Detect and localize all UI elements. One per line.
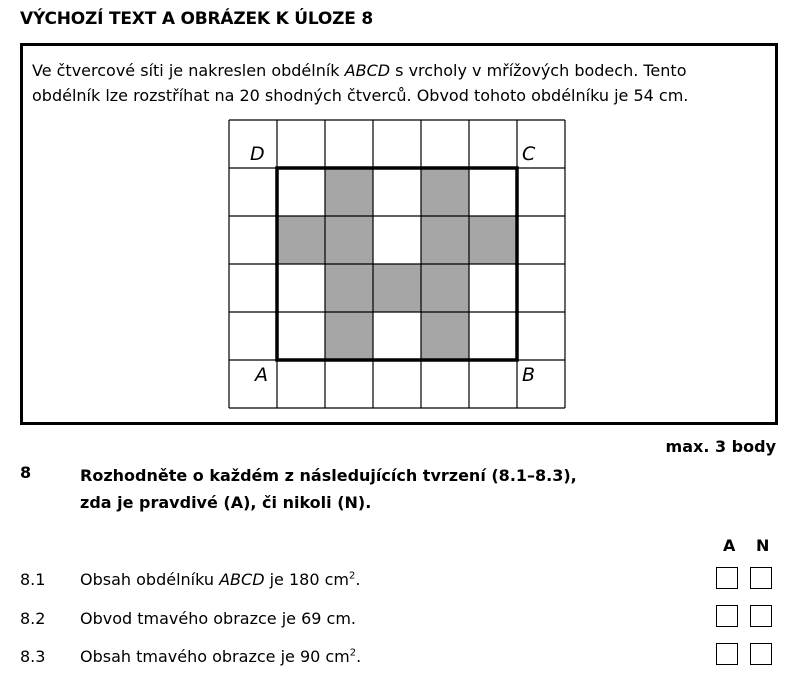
header-yes: A	[723, 536, 736, 555]
statement-text: Obsah obdélníku ABCD je 180 $cm^2$.	[80, 570, 361, 589]
statement-number: 8.3	[20, 647, 46, 666]
answer-yes-checkbox[interactable]	[716, 643, 738, 665]
shaded-cell	[325, 264, 373, 312]
answer-yes-checkbox[interactable]	[716, 605, 738, 627]
question-text	[80, 462, 640, 516]
shaded-cell	[325, 312, 373, 360]
rect-name: ABCD	[344, 61, 391, 80]
question-line-2: zda je pravdivé (A), či nikoli (N).	[80, 493, 372, 512]
statement-text: Obvod tmavého obrazce je 69 cm.	[80, 609, 356, 628]
answer-no-checkbox[interactable]	[750, 605, 772, 627]
section-title: VÝCHOZÍ TEXT A OBRÁZEK K ÚLOZE 8	[20, 9, 374, 29]
shaded-cell	[421, 312, 469, 360]
statement-number: 8.2	[20, 609, 46, 628]
answer-no-checkbox[interactable]	[750, 567, 772, 589]
intro-line-1: Ve čtvercové síti je nakreslen obdélník ABCD s vrcholy v mřížových bodech. Tento	[32, 61, 687, 80]
vertex-label-d: D	[250, 143, 265, 165]
shaded-cell	[469, 216, 517, 264]
vertex-label-c: C	[522, 143, 536, 165]
answer-yes-checkbox[interactable]	[716, 567, 738, 589]
statement-text: Obsah tmavého obrazce je 90 $cm^2$.	[80, 647, 362, 666]
vertex-label-a: A	[255, 364, 268, 386]
shaded-cell	[325, 216, 373, 264]
question-number: 8	[20, 463, 32, 482]
statement-number: 8.1	[20, 570, 46, 589]
vertex-label-b: B	[522, 364, 536, 386]
shaded-cell	[421, 168, 469, 216]
shaded-cell	[373, 264, 421, 312]
shaded-cell	[421, 264, 469, 312]
shaded-cell	[421, 216, 469, 264]
max-points: max. 3 body	[665, 437, 776, 456]
header-no: N	[756, 536, 770, 555]
intro-text	[32, 58, 762, 108]
intro-line-2: obdélník lze rozstříhat na 20 shodných čtverců. Obvod tohoto obdélníku je 54 cm.	[32, 86, 689, 105]
question-line-1: Rozhodněte o každém z následujících tvrzení (8.1–8.3),	[80, 466, 577, 485]
answer-no-checkbox[interactable]	[750, 643, 772, 665]
shaded-cell	[277, 216, 325, 264]
shaded-cell	[325, 168, 373, 216]
grid-figure	[227, 118, 567, 410]
